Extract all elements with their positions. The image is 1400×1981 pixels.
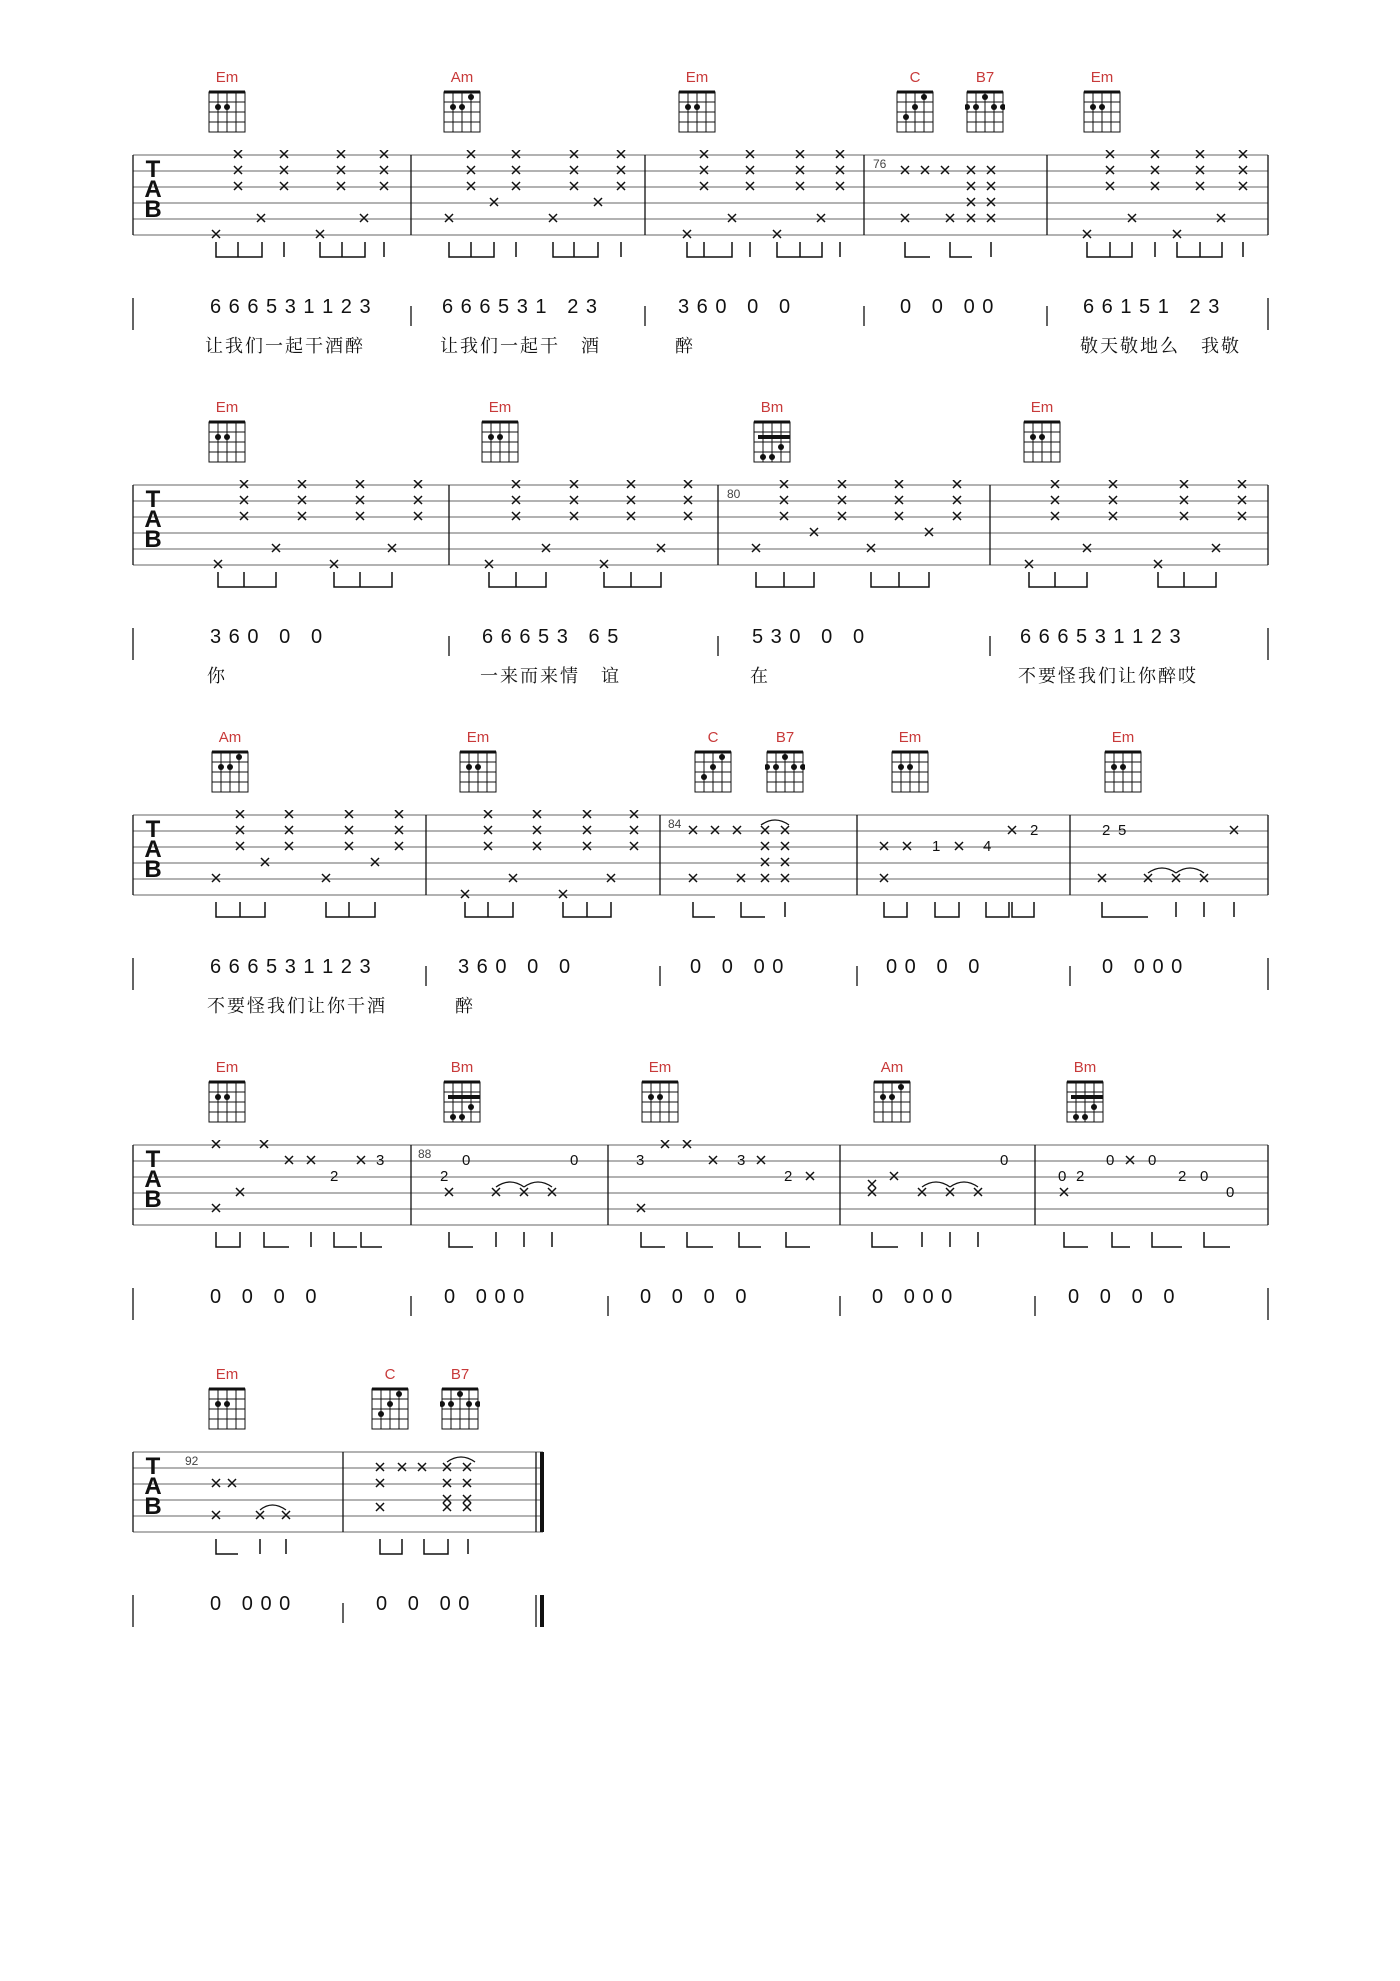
svg-text:3: 3 — [636, 1152, 645, 1169]
chord-diagram — [470, 400, 530, 464]
tab-label — [143, 1453, 163, 1520]
svg-text:2: 2 — [1178, 1168, 1187, 1185]
tab-label — [143, 816, 163, 883]
chord-name: B7 — [975, 69, 995, 86]
fretboard-grid-icon — [442, 1080, 482, 1124]
chord-diagram — [1012, 400, 1072, 464]
tab-label — [143, 156, 163, 223]
chord-diagram — [885, 70, 945, 134]
lyric-line: 在 — [750, 666, 770, 686]
chord-name: Am — [450, 69, 474, 86]
fretboard-grid-icon — [442, 90, 482, 134]
chord-name: B7 — [450, 1366, 470, 1383]
fretboard-grid-icon — [895, 90, 935, 134]
jianpu-line: 0 0 0 0 — [1102, 956, 1184, 978]
fret-numbers — [932, 822, 1126, 855]
lyric-line: 醉 — [455, 996, 475, 1016]
svg-text:0: 0 — [570, 1152, 579, 1169]
jianpu-line: 6 6 6 5 3 1 1 2 3 — [210, 956, 372, 978]
note-marks — [212, 1140, 1134, 1212]
chord-name: C — [384, 1366, 396, 1383]
jianpu-line: 6 6 6 5 3 6 5 — [482, 626, 620, 648]
svg-text:0: 0 — [1058, 1168, 1067, 1185]
tab-staff — [0, 810, 1400, 930]
chord-diagram — [1055, 1060, 1115, 1124]
jianpu-line: 0 0 0 0 — [886, 956, 981, 978]
stems — [216, 1539, 468, 1554]
chord-diagram — [955, 70, 1015, 134]
chord-name: Em — [648, 1059, 672, 1076]
chord-diagram — [862, 1060, 922, 1124]
svg-text:2: 2 — [1030, 822, 1039, 839]
tab-letter: A — [144, 1473, 162, 1500]
svg-text:0: 0 — [1200, 1168, 1209, 1185]
tab-letter: B — [144, 526, 162, 553]
fretboard-grid-icon — [480, 420, 520, 464]
chord-name: Em — [1030, 399, 1054, 416]
lyric-line: 一来而来情 谊 — [480, 666, 622, 686]
tab-letter: A — [144, 176, 162, 203]
measure-number: 92 — [185, 1454, 199, 1468]
tab-label — [143, 1146, 163, 1213]
chord-name: Em — [1090, 69, 1114, 86]
jianpu-line: 5 3 0 0 0 — [752, 626, 866, 648]
tab-letter: B — [144, 196, 162, 223]
tab-letter: T — [145, 156, 161, 183]
jianpu-line: 3 6 0 0 0 — [678, 296, 792, 318]
tab-letter: T — [145, 486, 161, 513]
tab-staff — [0, 1140, 1400, 1260]
jianpu-line: 0 0 0 0 — [444, 1286, 526, 1308]
chord-name: Bm — [1073, 1059, 1097, 1076]
chord-name: Em — [215, 1366, 239, 1383]
svg-text:2: 2 — [440, 1168, 449, 1185]
fretboard-grid-icon — [965, 90, 1005, 134]
measure-number: 88 — [418, 1147, 432, 1161]
tab-letter: T — [145, 1453, 161, 1480]
tab-letter: A — [144, 1166, 162, 1193]
svg-text:0: 0 — [1148, 1152, 1157, 1169]
chord-name: B7 — [775, 729, 795, 746]
chord-name: Bm — [760, 399, 784, 416]
lyric-line: 醉 — [675, 336, 695, 356]
fretboard-grid-icon — [1065, 1080, 1105, 1124]
fretboard-grid-icon — [210, 750, 250, 794]
jianpu-line: 0 0 0 0 — [376, 1593, 471, 1615]
chord-diagram — [1072, 70, 1132, 134]
jianpu-line: 0 0 0 0 — [900, 296, 995, 318]
chord-diagram — [742, 400, 802, 464]
lyric-line: 不要怪我们让你干酒 — [207, 996, 387, 1016]
chord-diagram — [880, 730, 940, 794]
svg-text:2: 2 — [1076, 1168, 1085, 1185]
svg-text:2: 2 — [1102, 822, 1111, 839]
svg-text:0: 0 — [1106, 1152, 1115, 1169]
chord-diagram — [197, 70, 257, 134]
svg-text:3: 3 — [737, 1152, 746, 1169]
jianpu-line: 6 6 1 5 1 2 3 — [1083, 296, 1221, 318]
chord-diagram — [755, 730, 815, 794]
chord-diagram — [197, 1367, 257, 1431]
jianpu-line: 0 0 0 0 — [640, 1286, 748, 1308]
jianpu-barlines — [0, 1587, 600, 1647]
tab-label — [143, 486, 163, 553]
measure-number: 84 — [668, 817, 682, 831]
stems — [216, 1232, 1230, 1247]
chord-name: Bm — [450, 1059, 474, 1076]
jianpu-line: 0 0 0 0 — [210, 1593, 292, 1615]
chord-name: Em — [488, 399, 512, 416]
tie-arcs — [496, 1182, 978, 1187]
chord-diagram — [197, 1060, 257, 1124]
svg-text:0: 0 — [1226, 1184, 1235, 1201]
chord-diagram — [430, 1367, 490, 1431]
stems — [216, 902, 1234, 917]
stems — [216, 242, 1243, 257]
jianpu-line: 0 0 0 0 — [210, 1286, 318, 1308]
chord-diagram — [432, 70, 492, 134]
fretboard-grid-icon — [207, 90, 247, 134]
measure-number: 80 — [727, 487, 741, 501]
chord-name: Em — [215, 1059, 239, 1076]
chord-name: Em — [1111, 729, 1135, 746]
jianpu-line: 6 6 6 5 3 1 2 3 — [442, 296, 598, 318]
fretboard-grid-icon — [1082, 90, 1122, 134]
jianpu-line: 3 6 0 0 0 — [210, 626, 324, 648]
note-marks — [212, 1463, 471, 1519]
jianpu-line: 6 6 6 5 3 1 1 2 3 — [1020, 626, 1182, 648]
fretboard-grid-icon — [765, 750, 805, 794]
fretboard-grid-icon — [890, 750, 930, 794]
tab-letter: B — [144, 1493, 162, 1520]
fretboard-grid-icon — [752, 420, 792, 464]
tab-staff — [0, 1447, 600, 1567]
fretboard-grid-icon — [1022, 420, 1062, 464]
fretboard-grid-icon — [207, 420, 247, 464]
lyric-line: 你 — [207, 666, 227, 686]
jianpu-line: 0 0 0 0 — [1068, 1286, 1176, 1308]
fretboard-grid-icon — [693, 750, 733, 794]
tab-letter: T — [145, 816, 161, 843]
chord-diagram — [683, 730, 743, 794]
measure-number: 76 — [873, 157, 887, 171]
chord-diagram — [1093, 730, 1153, 794]
jianpu-line: 0 0 0 0 — [872, 1286, 954, 1308]
svg-text:0: 0 — [1000, 1152, 1009, 1169]
svg-text:0: 0 — [462, 1152, 471, 1169]
lyric-line: 敬天敬地么 我敬 — [1080, 336, 1242, 356]
lyric-line: 让我们一起干 酒 — [440, 336, 602, 356]
fretboard-grid-icon — [370, 1387, 410, 1431]
svg-text:1: 1 — [932, 838, 941, 855]
chord-diagram — [360, 1367, 420, 1431]
fretboard-grid-icon — [458, 750, 498, 794]
fretboard-grid-icon — [640, 1080, 680, 1124]
note-marks — [212, 810, 1238, 898]
chord-name: Em — [685, 69, 709, 86]
jianpu-line: 0 0 0 0 — [690, 956, 785, 978]
fretboard-grid-icon — [1103, 750, 1143, 794]
chord-name: Em — [898, 729, 922, 746]
tab-letter: B — [144, 1186, 162, 1213]
tab-letter: B — [144, 856, 162, 883]
tab-letter: A — [144, 506, 162, 533]
tab-letter: A — [144, 836, 162, 863]
fretboard-grid-icon — [677, 90, 717, 134]
chord-name: Am — [218, 729, 242, 746]
fretboard-grid-icon — [440, 1387, 480, 1431]
fretboard-grid-icon — [872, 1080, 912, 1124]
fretboard-grid-icon — [207, 1080, 247, 1124]
chord-diagram — [630, 1060, 690, 1124]
chord-diagram — [197, 400, 257, 464]
svg-text:5: 5 — [1118, 822, 1127, 839]
jianpu-line: 6 6 6 5 3 1 1 2 3 — [210, 296, 372, 318]
chord-name: Am — [880, 1059, 904, 1076]
fretboard-grid-icon — [207, 1387, 247, 1431]
lyric-line: 让我们一起干酒醉 — [205, 336, 365, 356]
chord-name: Em — [466, 729, 490, 746]
note-marks — [212, 150, 1247, 238]
chord-name: C — [909, 69, 921, 86]
chord-name: Em — [215, 399, 239, 416]
chord-diagram — [448, 730, 508, 794]
svg-text:4: 4 — [983, 838, 992, 855]
tab-letter: T — [145, 1146, 161, 1173]
svg-text:2: 2 — [330, 1168, 339, 1185]
jianpu-line: 3 6 0 0 0 — [458, 956, 572, 978]
tab-staff — [0, 150, 1400, 270]
svg-text:2: 2 — [784, 1168, 793, 1185]
chord-name: Em — [215, 69, 239, 86]
chord-name: C — [707, 729, 719, 746]
tab-staff — [0, 480, 1400, 600]
chord-diagram — [667, 70, 727, 134]
stems — [218, 572, 1216, 587]
chord-diagram — [432, 1060, 492, 1124]
lyric-line: 不要怪我们让你醉哎 — [1018, 666, 1198, 686]
chord-diagram — [200, 730, 260, 794]
svg-text:3: 3 — [376, 1152, 385, 1169]
